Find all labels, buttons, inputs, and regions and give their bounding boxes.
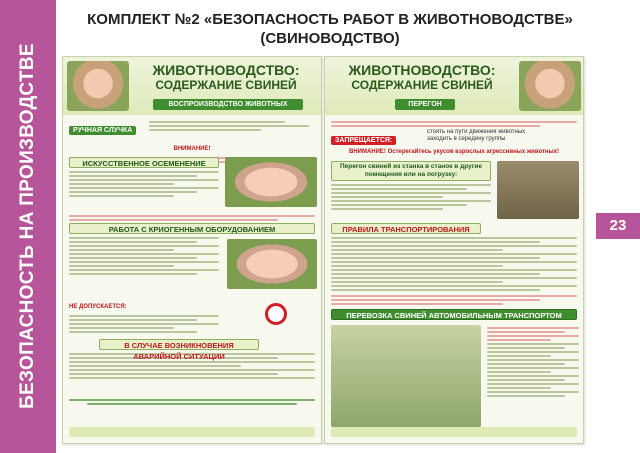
poster-left-subtitle: ВОСПРОИЗВОДСТВО ЖИВОТНЫХ	[153, 99, 303, 110]
heading-line-2: (СВИНОВОДСТВО)	[260, 30, 400, 47]
poster-right-subtitle: ПЕРЕГОН	[395, 99, 455, 110]
poster-right-title-1: ЖИВОТНОВОДСТВО:	[348, 62, 496, 78]
manual-mating-section	[69, 119, 315, 137]
rules-text	[69, 213, 315, 223]
drive-ribbon: Перегон свиней из станка в станок в другие помещения или на погрузку:	[331, 161, 491, 181]
bite-warning	[331, 149, 577, 156]
forbidden-label: НЕ ДОПУСКАЕТСЯ:	[69, 304, 127, 310]
poster-left-header	[63, 57, 321, 115]
insemination-section	[69, 157, 315, 199]
emergency-ribbon: В СЛУЧАЕ ВОЗНИКНОВЕНИЯ АВАРИЙНОЙ СИТУАЦИИ	[99, 339, 259, 350]
forbidden-item-2: заходить в середину группы	[427, 136, 506, 142]
warning-sign-icon	[265, 303, 287, 325]
heading-line-1: КОМПЛЕКТ №2 «БЕЗОПАСНОСТЬ РАБОТ В ЖИВОТНОВОДСТВЕ»	[87, 11, 573, 28]
forbidden-section	[69, 295, 315, 335]
cryo-section	[69, 223, 315, 277]
poster-right-title	[329, 63, 515, 93]
transport-rules-section	[331, 223, 577, 293]
poster-left-footer	[69, 427, 315, 437]
poster-left-title	[133, 63, 319, 93]
poster-left	[62, 56, 322, 444]
pig-photo	[519, 61, 581, 111]
forbidden-item-1: стоять на пути движения животных	[427, 129, 526, 135]
poster-right-footer	[331, 427, 577, 437]
piglets-photo	[225, 157, 317, 207]
insemination-ribbon: ИСКУССТВЕННОЕ ОСЕМЕНЕНИЕ	[69, 157, 219, 168]
forbidden-tag: ЗАПРЕЩАЕТСЯ:	[331, 136, 396, 145]
poster-right	[324, 56, 584, 444]
intro-text	[331, 119, 577, 129]
truck-section	[331, 309, 577, 320]
poster-right-title-2: СОДЕРЖАНИЕ СВИНЕЙ	[351, 78, 493, 92]
poster-left-title-1: ЖИВОТНОВОДСТВО:	[152, 62, 300, 78]
side-label: БЕЗОПАСНОСТЬ НА ПРОИЗВОДСТВЕ	[17, 43, 38, 409]
page-number: 23	[596, 213, 640, 239]
piglets-photo-2	[227, 239, 317, 289]
truck-ribbon: ПЕРЕВОЗКА СВИНЕЙ АВТОМОБИЛЬНЫМ ТРАНСПОРТОМ	[331, 309, 577, 320]
poster-right-header	[325, 57, 583, 115]
footer-text	[69, 397, 315, 407]
transport-rules-ribbon: ПРАВИЛА ТРАНСПОРТИРОВАНИЯ	[331, 223, 481, 234]
emergency-section	[69, 339, 315, 381]
page-heading	[60, 10, 600, 48]
transport-note	[331, 293, 577, 307]
bite-warning-text: ВНИМАНИЕ! Остерегайтесь укусов взрослых агрессивных животных!	[348, 149, 560, 155]
truck-diagram	[331, 325, 481, 427]
warning-label: ВНИМАНИЕ!	[173, 146, 211, 152]
manual-mating-tag: РУЧНАЯ СЛУЧКА	[69, 126, 136, 135]
drive-section	[331, 161, 577, 212]
pig-photo	[67, 61, 129, 111]
forbidden-block	[331, 129, 577, 147]
side-strip	[0, 0, 56, 453]
poster-left-title-2: СОДЕРЖАНИЕ СВИНЕЙ	[155, 78, 297, 92]
corridor-photo	[497, 161, 579, 219]
cryo-ribbon: РАБОТА С КРИОГЕННЫМ ОБОРУДОВАНИЕМ	[69, 223, 315, 234]
